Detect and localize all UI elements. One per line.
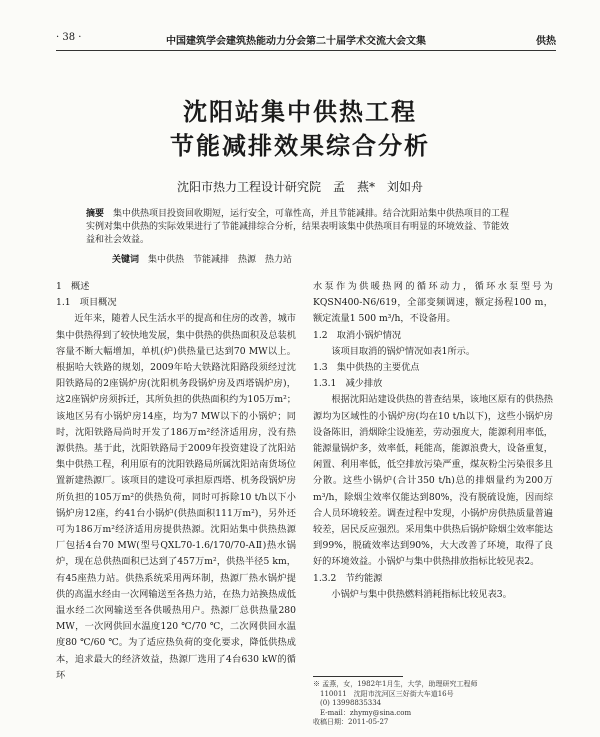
abstract-text: 集中供热项目投资回收期短，运行安全，可靠性高，并且节能减排。结合沈阳站集中供热项目的工程实例对集中供热的实际效果进行了节能减排综合分析，结果表明该集中供热项目有明显的环境效益、节能效益和社会效益。 [86,209,510,245]
paper-title-line1: 沈阳站集中供热工程 [183,97,417,126]
body-paragraph: 小锅炉与集中供热燃料消耗指标比较见表3。 [331,588,512,600]
body-paragraph: 该项目取消的锅炉情况如表1所示。 [331,345,476,357]
section-heading: 1 概述 [56,281,90,292]
footnote-line: ※ 孟燕，女，1982年1月生，大学，助理研究工程师 [313,680,478,688]
footnote-line: 110011 沈阳市沈河区三好街大车道16号 [313,689,454,698]
body-paragraph: 近年来，随着人民生活水平的提高和住房的改善，城市集中供热得到了较快地发展，集中供热的供热面积及总装机容量不断大幅增加，单机(炉)供热量已达到70 MW以上。根据哈大铁路的规划，2009年哈大铁路沈阳路段须经过沈阳铁路局的2座锅炉房(沈阳机务段锅炉房及西塔锅炉房)，这2座锅炉房须拆迁，其所负担的供热面积约为105万m²；该地区另有小锅炉房14座，均为7 MW以下的小锅炉；同时，沈阳铁路局尚时开发了186万m²经济适用房，没有热源供热。基于此，沈阳铁路局于2009年投资建设了沈阳站集中供热工程，利用原有的沈阳铁路局所属沈阳站南货场位置新建热源厂。该项目的建设可承担原西塔、机务段锅炉房所负担的105万m²的供热负荷，同时可拆除10 t/h以下小锅炉房12座，约41台小锅炉(供热面积111万m²)，另外还可为186万m²经济适用房提供热源。沈阳站集中供热热源厂包括4台70 MW(型号QXL70-1.6/170/70-AⅡ)热水锅炉，现在总供热面积已达到了457万m²，供热半径5 km，有45座热力站。供热系统采用两环制，热源厂热水锅炉提供的高温水经由一次网输送至各热力站，在热力站换热成低温水经二次网输送至各供暖热用户。热源厂总供热量280 MW，一次网供回水温度120 ℃/70 ℃，二次网供回水温度80 ℃/60 ℃。为了适应热负荷的变化要求，降低供热成本，追求最大的经济效益，热源厂选用了4台630 kW的循环 [56,313,296,681]
keywords-text: 集中供热 节能减排 热源 热力站 [148,255,293,265]
header-rule [56,50,556,51]
author-line: 沈阳市热力工程设计研究院 孟 燕* 刘如舟 [176,180,423,194]
running-header [56,30,556,46]
keywords-label: 关键词 [112,255,140,265]
keywords [112,252,516,265]
paper-title-line2: 节能减排效果综合分析 [170,131,430,160]
abstract [86,208,516,247]
footnote-line: (0) 13998835334 [313,699,382,707]
subsection-heading: 1.1 项目概况 [56,297,117,309]
footnote [313,680,558,728]
abstract-label: 摘要 [86,209,105,219]
journal-title: 中国建筑学会建筑热能动力分会第二十届学术交流大会文集 [166,36,426,47]
subsubsection-heading: 1.3.1 减少排放 [313,378,383,390]
section-label: 供热 [536,36,556,47]
right-column [313,279,553,603]
body-paragraph: 根据沈阳站建设供热的普查结果，该地区原有的供热热源均为区域性的小锅炉房(均在10 t/h以下)，这些小锅炉房设备陈旧，消烟除尘设施差，劳动强度大，能源利用率低，能源量锅炉多，效率低，耗能高，能源浪费大，设备重复，闲置、利用率低，低空排放污染严重，煤灰粉尘污染很多且分散。这些小锅炉(合计350 t/h)总的排烟量约为200万m³/h，除烟尘效率仅能达到80%，没有脱硫设施，因而综合人员环境较差。调查过程中发现，小锅炉房供热质量普遍较差，居民反应强烈。采用集中供热后锅炉除烟尘效率能达到99%，脱硫效率达到90%，大大改善了环境，取得了良好的环境效益。小锅炉与集中供热排放指标比较见表2。 [313,394,553,568]
page-number: · 38 · [56,32,82,43]
left-column [56,279,296,684]
footnote-line: 收稿日期：2011-05-27 [313,718,389,726]
subsection-heading: 1.2 取消小锅炉情况 [313,329,402,341]
body-paragraph-continued: 水泵作为供暖热网的循环动力，循环水泵型号为KQSN400-N6/619，全部变频调速，额定扬程100 m，额定流量1 500 m³/h，不设备用。 [313,281,553,325]
footnote-rule [313,676,403,677]
subsubsection-heading: 1.3.2 节约能源 [313,572,383,584]
subsection-heading: 1.3 集中供热的主要优点 [313,362,420,374]
footnote-line: E-mail：zhymy@sina.com [313,708,412,717]
